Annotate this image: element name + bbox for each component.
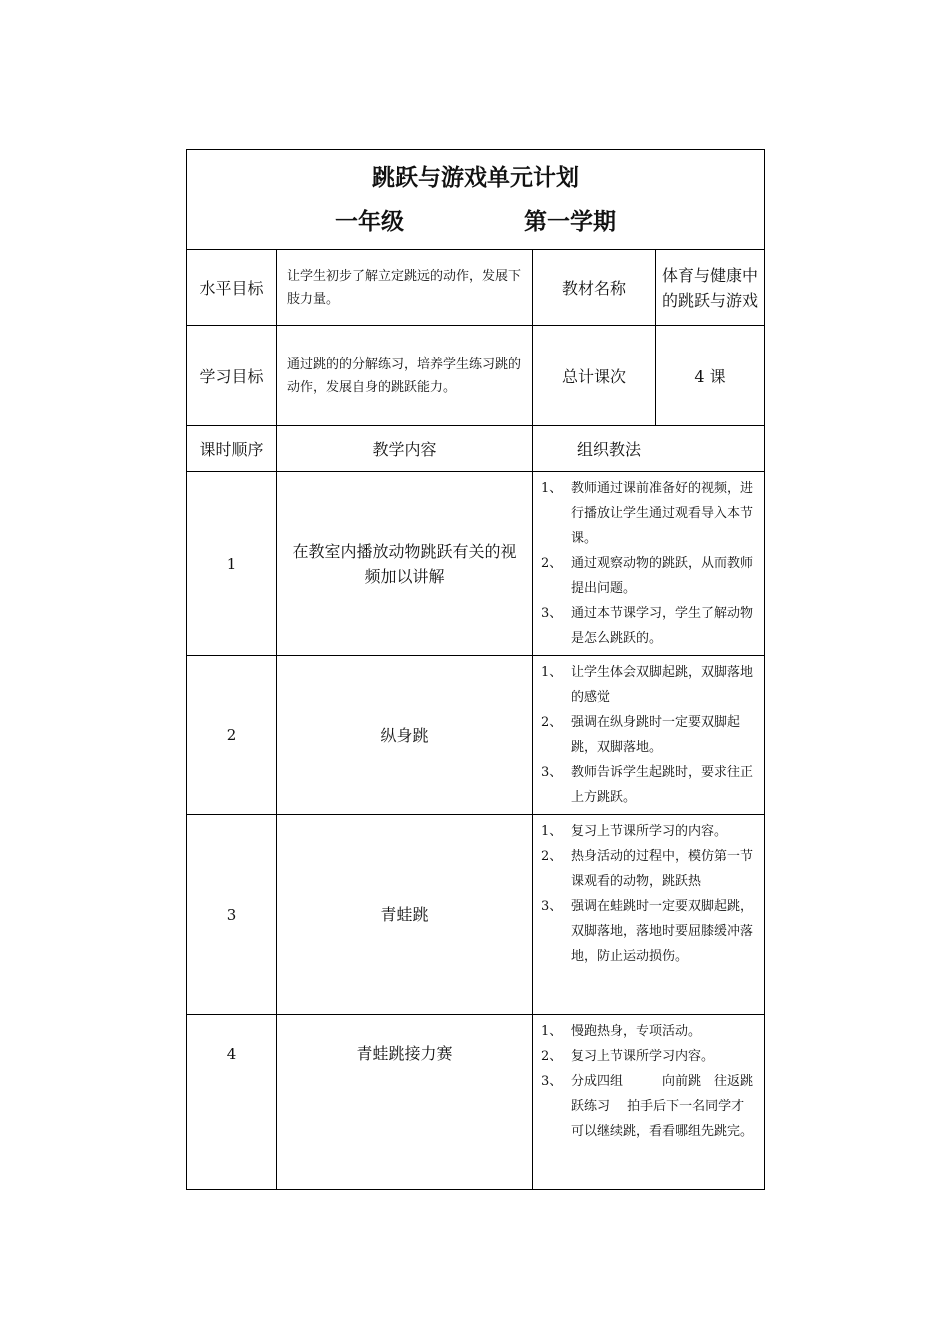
- level-goal-label: 水平目标: [187, 250, 277, 326]
- lesson-method: [533, 472, 765, 656]
- list-item: 1、 让学生体会双脚起跳，双脚落地的感觉: [541, 665, 754, 705]
- lesson-number: 1: [187, 472, 277, 656]
- list-item: 2、 通过观察动物的跳跃，从而教师提出问题。: [541, 556, 754, 596]
- header-order: 课时顺序: [187, 426, 277, 472]
- list-item: 3、 强调在蛙跳时一定要双脚起跳，双脚落地，落地时要屈膝缓冲落地，防止运动损伤。: [541, 899, 754, 964]
- lesson-method: [533, 1015, 765, 1190]
- lesson-count-label: 总计课次: [533, 326, 656, 426]
- lesson-method: [533, 815, 765, 1015]
- list-item: 1、 慢跑热身，专项活动。: [541, 1024, 702, 1039]
- lesson-count-value: 4 课: [656, 326, 765, 426]
- table-row: [187, 656, 765, 815]
- table-row: [187, 815, 765, 1015]
- table-row: [187, 1015, 765, 1190]
- list-item: 2、 复习上节课所学习内容。: [541, 1049, 715, 1064]
- lesson-number: 2: [187, 656, 277, 815]
- material-value: 体育与健康中的跳跃与游戏: [656, 250, 765, 326]
- unit-plan-table: [186, 149, 765, 1190]
- level-goal-text: 让学生初步了解立定跳远的动作，发展下肢力量。: [277, 250, 533, 326]
- title-cell: [187, 150, 765, 250]
- lesson-method: [533, 656, 765, 815]
- lesson-number: 4: [187, 1015, 277, 1190]
- list-item: 3、 教师告诉学生起跳时，要求往正上方跳跃。: [541, 765, 754, 805]
- lesson-number: 3: [187, 815, 277, 1015]
- term-label: 第一学期: [524, 208, 616, 235]
- list-item: 2、 强调在纵身跳时一定要双脚起跳，双脚落地。: [541, 715, 741, 755]
- list-item: 1、 复习上节课所学习的内容。: [541, 824, 728, 839]
- list-item: 2、 热身活动的过程中，模仿第一节课观看的动物，跳跃热: [541, 849, 754, 889]
- learning-goal-label: 学习目标: [187, 326, 277, 426]
- lesson-content: 纵身跳: [277, 656, 533, 815]
- list-item: 3、 分成四组 向前跳 往返跳跃练习 拍手后下一名同学才可以继续跳，看看哪组先跳完。: [541, 1074, 754, 1139]
- material-label: 教材名称: [533, 250, 656, 326]
- list-item: 1、 教师通过课前准备好的视频，进行播放让学生通过观看导入本节课。: [541, 481, 754, 546]
- learning-goal-text: 通过跳的的分解练习，培养学生练习跳的动作，发展自身的跳跃能力。: [277, 326, 533, 426]
- lesson-content: 在教室内播放动物跳跃有关的视频加以讲解: [277, 472, 533, 656]
- header-content: 教学内容: [277, 426, 533, 472]
- grade-label: 一年级: [335, 208, 404, 235]
- list-item: 3、 通过本节课学习，学生了解动物是怎么跳跃的。: [541, 606, 754, 646]
- lesson-content: 青蛙跳: [277, 815, 533, 1015]
- table-row: [187, 472, 765, 656]
- document-title: 跳跃与游戏单元计划: [372, 164, 579, 191]
- lesson-content: 青蛙跳接力赛: [277, 1015, 533, 1190]
- header-method: 组织教法: [533, 426, 765, 472]
- subtitle: [187, 206, 764, 238]
